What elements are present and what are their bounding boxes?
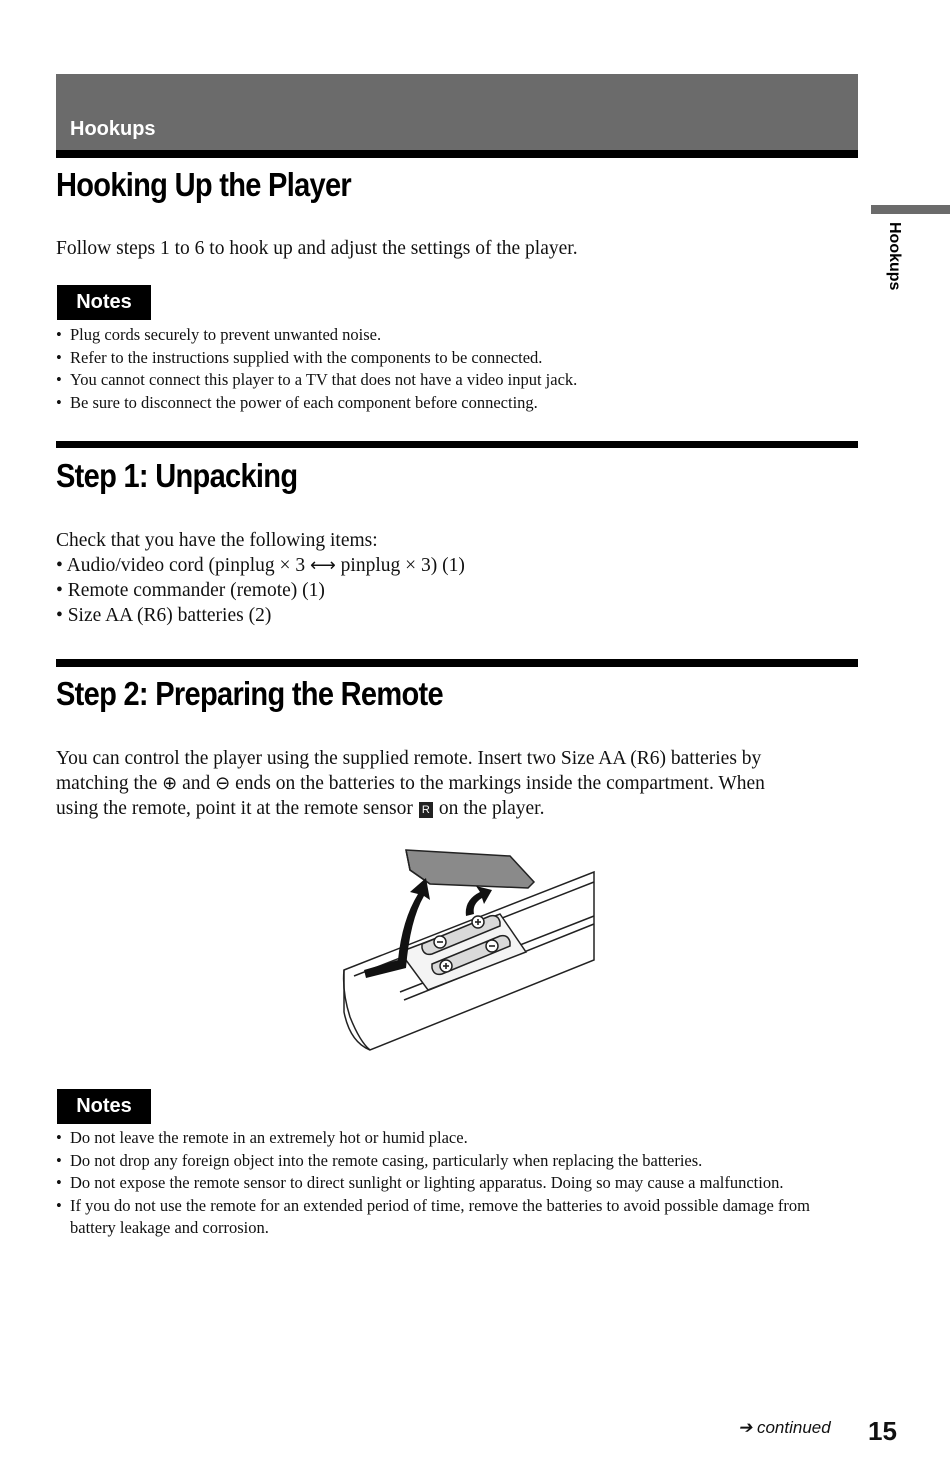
list-item: • Refer to the instructions supplied with the components to be connected. — [56, 347, 856, 370]
list-item: • Do not drop any foreign object into the remote casing, particularly when replacing the batteries. — [56, 1150, 856, 1173]
notes-badge: Notes — [57, 285, 151, 320]
minus-circle-icon: ⊖ — [215, 773, 231, 794]
list-item: • You cannot connect this player to a TV that does not have a video input jack. — [56, 369, 856, 392]
step2-rule — [56, 659, 858, 667]
list-item: • Remote commander (remote) (1) — [56, 578, 465, 603]
page-number: 15 — [868, 1416, 897, 1446]
list-item: • Size AA (R6) batteries (2) — [56, 603, 465, 628]
notes-list — [56, 1127, 856, 1240]
list-item: • Plug cords securely to prevent unwanted noise. — [56, 324, 856, 347]
list-item: • If you do not use the remote for an extended period of time, remove the batteries to avoid possible damage from battery leakage and corrosion. — [56, 1195, 856, 1240]
section-header-bar — [56, 74, 858, 150]
arrow-right-icon: ➔ — [738, 1418, 757, 1437]
notes-list — [56, 324, 856, 414]
section-header-label: Hookups — [70, 118, 156, 140]
list-item: • Do not expose the remote sensor to direct sunlight or lighting apparatus. Doing so may cause a malfunction. — [56, 1172, 856, 1195]
items-list — [56, 553, 465, 628]
step2-text: You can control the player using the supplied remote. Insert two Size AA (R6) batteries by matching the ⊕ and ⊖ ends on the batteries to the markings inside the compartment. When using the remote, point it at the remote sensor R on the player. — [56, 748, 765, 819]
step1-rule — [56, 441, 858, 448]
step1-lead: Check that you have the following items: — [56, 530, 378, 551]
side-tab-bar — [871, 205, 950, 214]
page-title: Hooking Up the Player — [56, 166, 352, 203]
list-item: • Do not leave the remote in an extremely hot or humid place. — [56, 1127, 856, 1150]
continued-label: ➔ continued — [738, 1418, 831, 1437]
list-item: • Audio/video cord (pinplug × 3 ⟷ pinplug × 3) (1) — [56, 553, 465, 578]
intro-text: Follow steps 1 to 6 to hook up and adjust the settings of the player. — [56, 238, 578, 259]
header-rule — [56, 150, 858, 158]
step2-title: Step 2: Preparing the Remote — [56, 675, 443, 712]
double-arrow-icon: ⟷ — [309, 555, 336, 576]
notes-badge: Notes — [57, 1089, 151, 1124]
side-tab-label: Hookups — [886, 222, 903, 291]
plus-circle-icon: ⊕ — [162, 773, 178, 794]
list-item: • Be sure to disconnect the power of each component before connecting. — [56, 392, 856, 415]
step1-title: Step 1: Unpacking — [56, 457, 298, 494]
remote-sensor-icon: R — [419, 802, 433, 818]
remote-battery-illustration — [340, 842, 600, 1054]
